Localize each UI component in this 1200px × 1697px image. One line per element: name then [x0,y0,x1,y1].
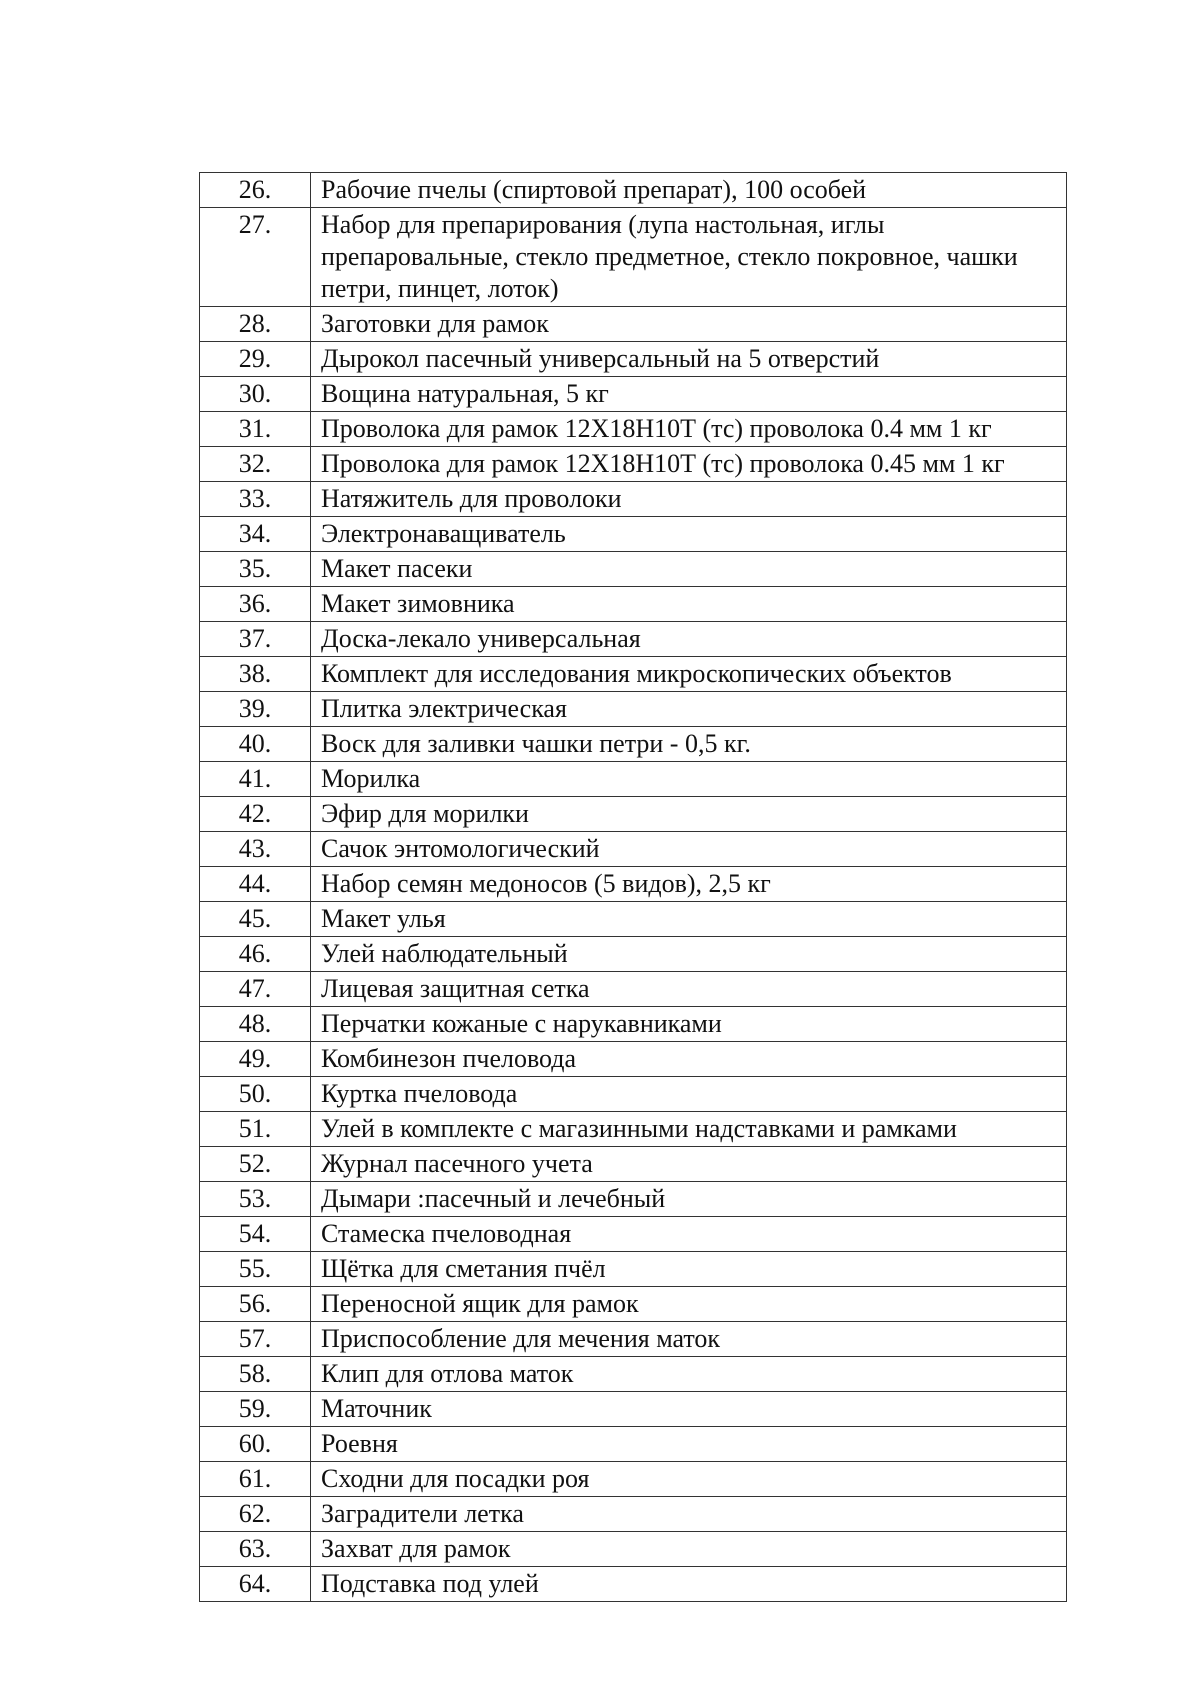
table-row [200,377,1067,412]
row-number: 53. [200,1182,311,1217]
item-name: Журнал пасечного учета [311,1147,1067,1182]
item-name: Подставка под улей [311,1567,1067,1602]
row-number: 55. [200,1252,311,1287]
table-row [200,1217,1067,1252]
row-number: 36. [200,587,311,622]
table-row [200,1392,1067,1427]
row-number: 45. [200,902,311,937]
item-name: Куртка пчеловода [311,1077,1067,1112]
row-number: 59. [200,1392,311,1427]
item-name: Воск для заливки чашки петри - 0,5 кг. [311,727,1067,762]
item-name: Комбинезон пчеловода [311,1042,1067,1077]
table-row [200,1252,1067,1287]
item-name: Макет улья [311,902,1067,937]
row-number: 56. [200,1287,311,1322]
item-name: Комплект для исследования микроскопических объектов [311,657,1067,692]
row-number: 42. [200,797,311,832]
row-number: 34. [200,517,311,552]
table-row [200,1567,1067,1602]
row-number: 28. [200,307,311,342]
table-row [200,832,1067,867]
row-number: 60. [200,1427,311,1462]
row-number: 54. [200,1217,311,1252]
row-number: 41. [200,762,311,797]
item-name: Проволока для рамок 12Х18Н10Т (тс) проволока 0.4 мм 1 кг [311,412,1067,447]
row-number: 29. [200,342,311,377]
table-row [200,307,1067,342]
item-name: Набор для препарирования (лупа настольная, иглы препаровальные, стекло предметное, стекло покровное, чашки петри, пинцет, лоток) [311,208,1067,307]
table-row [200,1112,1067,1147]
table-row [200,937,1067,972]
table-row [200,587,1067,622]
item-name: Электронаващиватель [311,517,1067,552]
item-name: Натяжитель для проволоки [311,482,1067,517]
item-name: Клип для отлова маток [311,1357,1067,1392]
row-number: 39. [200,692,311,727]
item-name: Доска-лекало универсальная [311,622,1067,657]
table-row [200,1007,1067,1042]
table-row [200,797,1067,832]
table-row [200,1147,1067,1182]
item-name: Захват для рамок [311,1532,1067,1567]
item-name: Эфир для морилки [311,797,1067,832]
item-name: Макет зимовника [311,587,1067,622]
row-number: 63. [200,1532,311,1567]
row-number: 40. [200,727,311,762]
row-number: 46. [200,937,311,972]
item-name: Проволока для рамок 12Х18Н10Т (тс) проволока 0.45 мм 1 кг [311,447,1067,482]
table-row [200,173,1067,208]
item-name: Заградители летка [311,1497,1067,1532]
row-number: 27. [200,208,311,307]
row-number: 30. [200,377,311,412]
row-number: 32. [200,447,311,482]
row-number: 57. [200,1322,311,1357]
item-name: Роевня [311,1427,1067,1462]
item-name: Вощина натуральная, 5 кг [311,377,1067,412]
row-number: 37. [200,622,311,657]
table-row [200,447,1067,482]
item-name: Переносной ящик для рамок [311,1287,1067,1322]
table-row [200,902,1067,937]
table-row [200,622,1067,657]
table-row [200,1287,1067,1322]
table-row [200,1497,1067,1532]
item-name: Заготовки для рамок [311,307,1067,342]
item-name: Сачок энтомологический [311,832,1067,867]
table-row [200,1042,1067,1077]
equipment-table-body [200,173,1067,1602]
item-name: Улей наблюдательный [311,937,1067,972]
table-row [200,1322,1067,1357]
item-name: Макет пасеки [311,552,1067,587]
item-name: Лицевая защитная сетка [311,972,1067,1007]
item-name: Плитка электрическая [311,692,1067,727]
row-number: 48. [200,1007,311,1042]
table-row [200,208,1067,307]
row-number: 51. [200,1112,311,1147]
row-number: 64. [200,1567,311,1602]
row-number: 47. [200,972,311,1007]
table-row [200,692,1067,727]
table-row [200,1462,1067,1497]
table-row [200,1427,1067,1462]
row-number: 62. [200,1497,311,1532]
row-number: 33. [200,482,311,517]
item-name: Перчатки кожаные с нарукавниками [311,1007,1067,1042]
table-row [200,1357,1067,1392]
table-row [200,1182,1067,1217]
table-row [200,552,1067,587]
table-row [200,517,1067,552]
item-name: Приспособление для мечения маток [311,1322,1067,1357]
item-name: Рабочие пчелы (спиртовой препарат), 100 особей [311,173,1067,208]
table-row [200,1532,1067,1567]
table-row [200,482,1067,517]
item-name: Дырокол пасечный универсальный на 5 отверстий [311,342,1067,377]
item-name: Улей в комплекте с магазинными надставками и рамками [311,1112,1067,1147]
table-row [200,972,1067,1007]
table-row [200,412,1067,447]
row-number: 61. [200,1462,311,1497]
table-row [200,762,1067,797]
row-number: 50. [200,1077,311,1112]
table-row [200,657,1067,692]
row-number: 38. [200,657,311,692]
row-number: 58. [200,1357,311,1392]
row-number: 52. [200,1147,311,1182]
table-row [200,1077,1067,1112]
item-name: Маточник [311,1392,1067,1427]
table-row [200,727,1067,762]
item-name: Морилка [311,762,1067,797]
table-row [200,867,1067,902]
row-number: 44. [200,867,311,902]
table-row [200,342,1067,377]
row-number: 43. [200,832,311,867]
row-number: 49. [200,1042,311,1077]
row-number: 26. [200,173,311,208]
item-name: Стамеска пчеловодная [311,1217,1067,1252]
equipment-table [199,172,1067,1602]
row-number: 35. [200,552,311,587]
item-name: Дымари :пасечный и лечебный [311,1182,1067,1217]
item-name: Набор семян медоносов (5 видов), 2,5 кг [311,867,1067,902]
row-number: 31. [200,412,311,447]
item-name: Сходни для посадки роя [311,1462,1067,1497]
item-name: Щётка для сметания пчёл [311,1252,1067,1287]
